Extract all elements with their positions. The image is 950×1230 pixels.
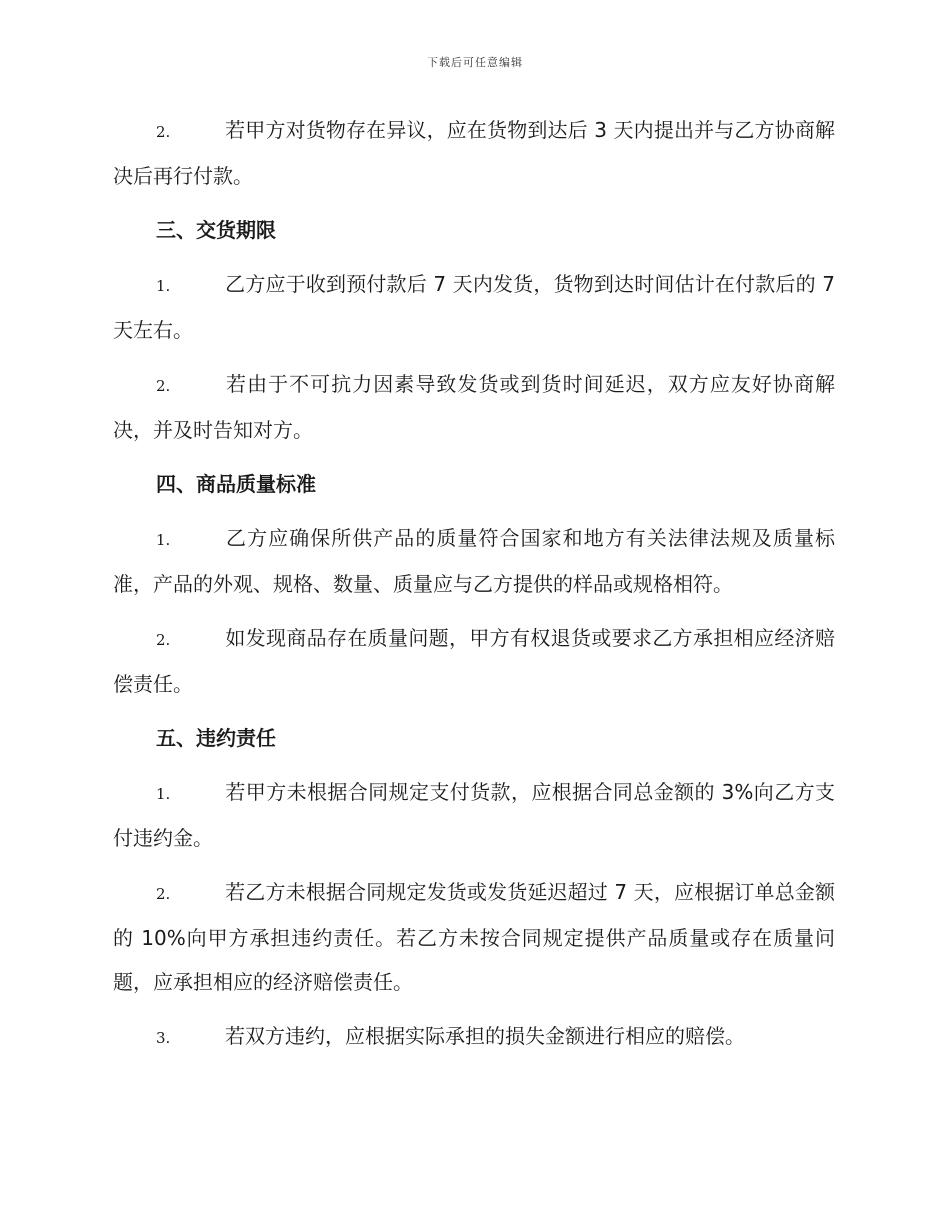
clause-text: 若甲方对货物存在异议，应在货物到达后 3 天内提出并与乙方协商解决后再行付款。 [113,118,835,188]
section-heading: 四、商品质量标准 [156,472,316,496]
section-heading: 三、交货期限 [156,218,276,242]
clause-text: 乙方应于收到预付款后 7 天内发货，货物到达时间估计在付款后的 7 天左右。 [113,272,835,342]
document-body [113,108,835,1070]
clause-text: 若甲方未根据合同规定支付货款，应根据合同总金额的 3%向乙方支付违约金。 [113,780,835,850]
clause-text: 如发现商品存在质量问题，甲方有权退货或要求乙方承担相应经济赔偿责任。 [113,626,835,696]
clause-text: 若由于不可抗力因素导致发货或到货时间延迟，双方应友好协商解决，并及时告知对方。 [113,372,835,442]
clause-number: 1. [156,785,171,803]
clause-text: 若双方违约，应根据实际承担的损失金额进行相应的赔偿。 [225,1024,745,1048]
clause-number: 2. [156,123,171,141]
clause-text: 若乙方未根据合同规定发货或发货延迟超过 7 天，应根据订单总金额的 10%向甲方承担违约责任。若乙方未按合同规定提供产品质量或存在质量问题，应承担相应的经济赔偿责任。 [113,880,835,994]
clause-item [113,108,835,198]
clause-number: 2. [156,631,171,649]
clause-item [113,516,835,606]
clause-item [113,262,835,352]
clause-item [113,770,835,860]
clause-item [113,870,835,1004]
clause-number: 3. [156,1029,171,1047]
clause-text: 乙方应确保所供产品的质量符合国家和地方有关法律法规及质量标准，产品的外观、规格、数量、质量应与乙方提供的样品或规格相符。 [113,526,835,596]
clause-item [113,362,835,452]
clause-number: 2. [156,377,171,395]
clause-item [113,616,835,706]
section-heading: 五、违约责任 [156,726,276,750]
clause-item [113,1014,835,1060]
clause-number: 2. [156,885,171,903]
clause-number: 1. [156,531,171,549]
page-header: 下载后可任意编辑 [427,56,523,69]
clause-number: 1. [156,277,171,295]
